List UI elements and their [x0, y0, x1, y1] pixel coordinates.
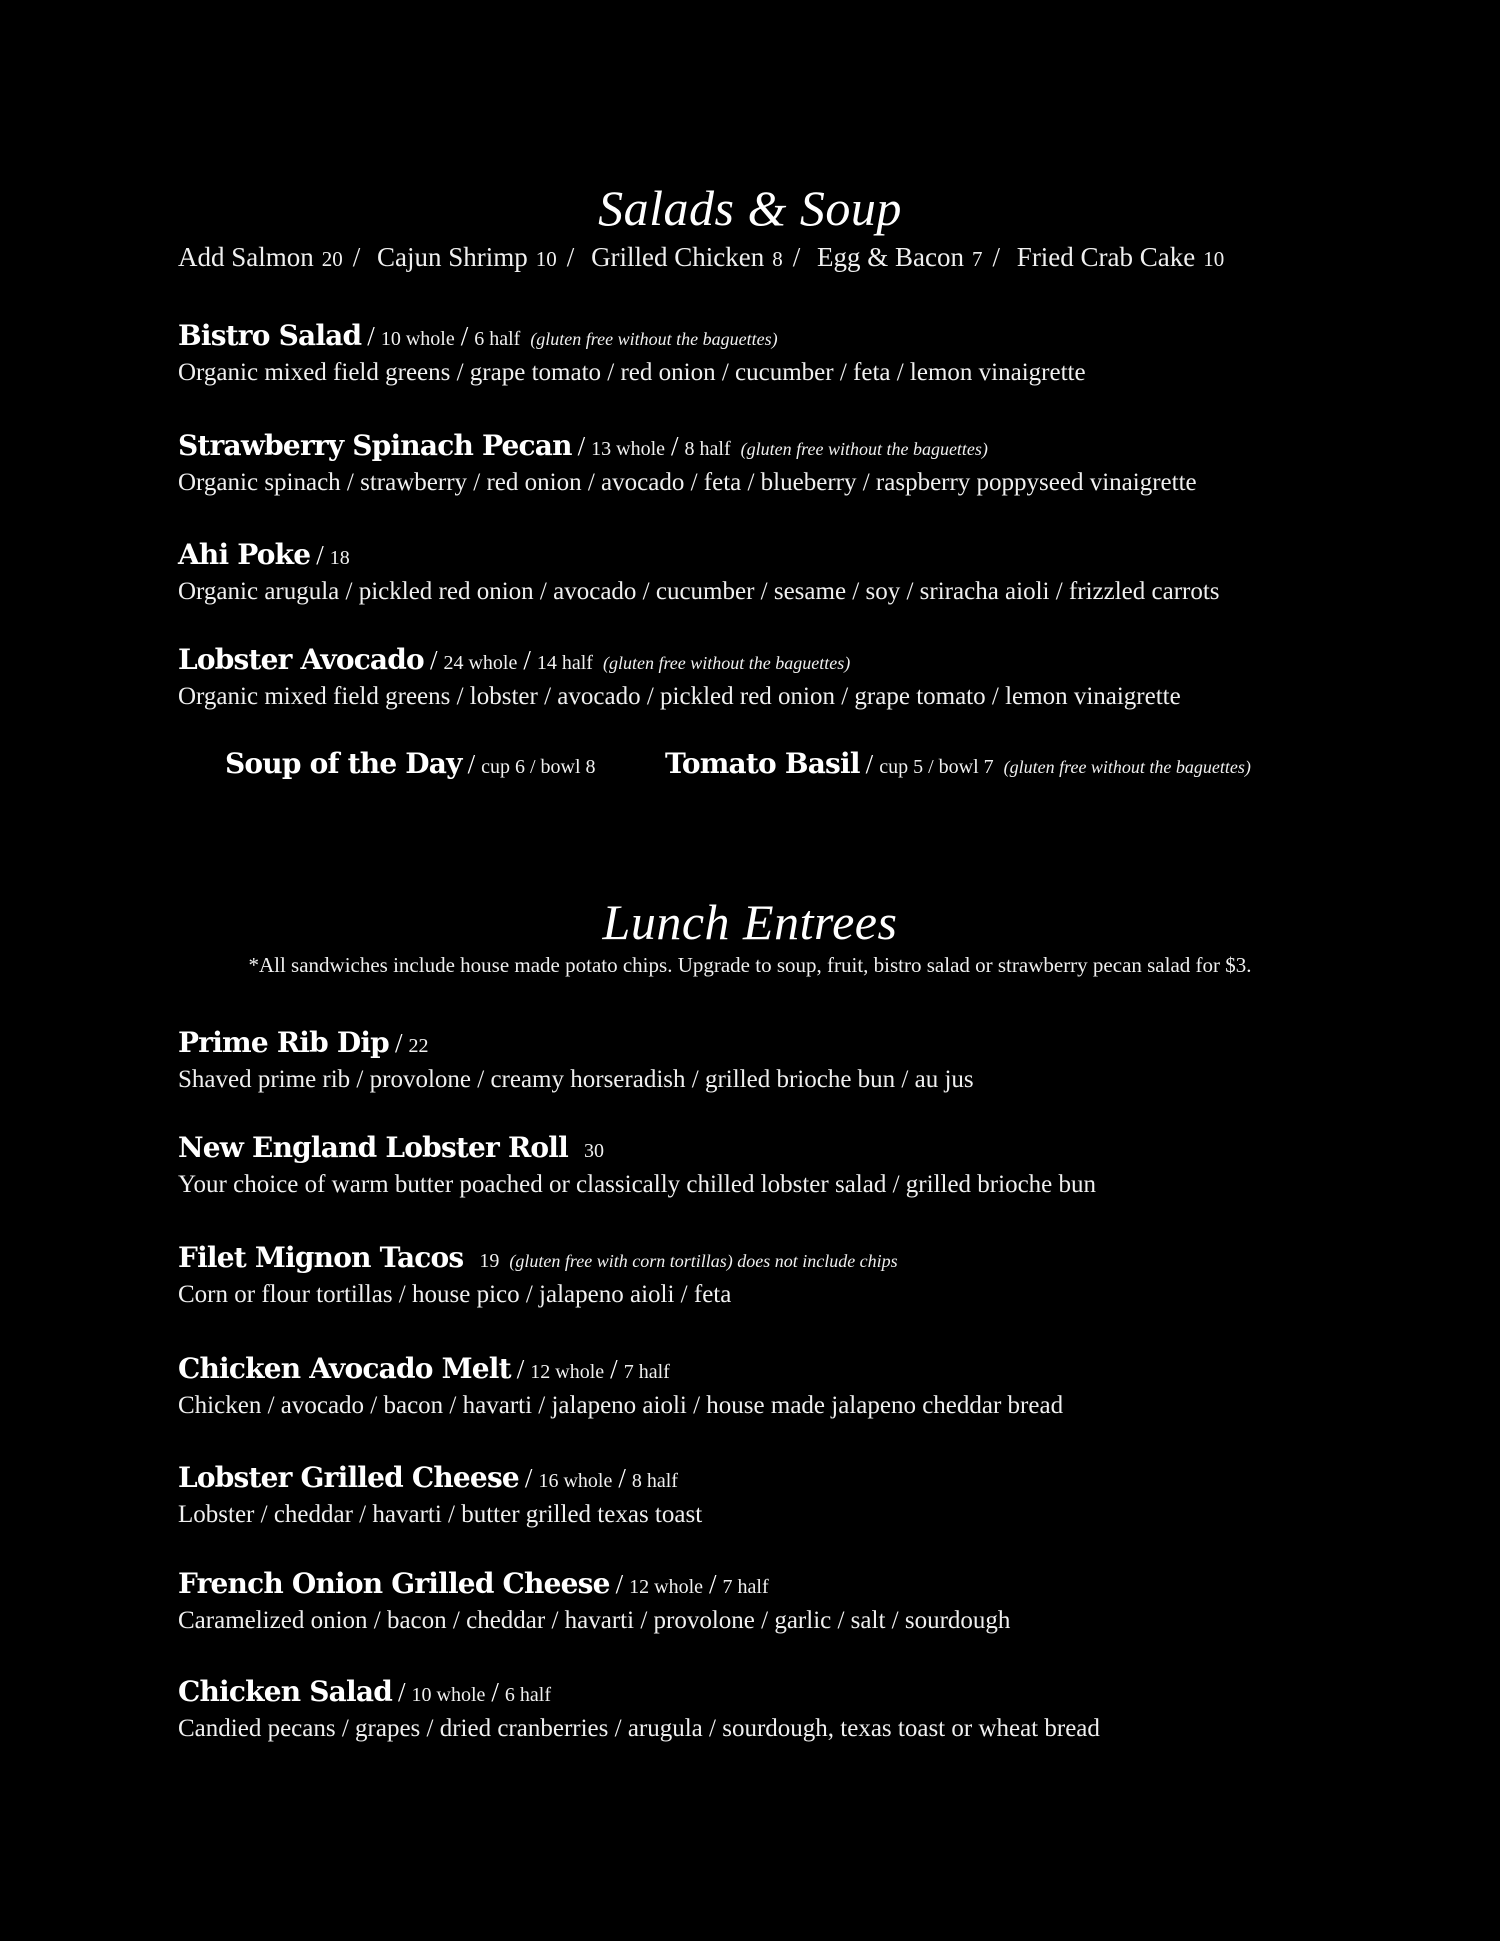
item-price-half: 8 half	[631, 1470, 678, 1492]
item-price-half: 6 half	[474, 328, 521, 350]
separator: /	[491, 1677, 499, 1707]
separator: /	[865, 749, 874, 779]
section-title-lunch-entrees: Lunch Entrees	[602, 894, 898, 950]
addon-price: 10	[1203, 247, 1225, 271]
item-name: Tomato Basil	[665, 747, 860, 780]
item-description: Caramelized onion / bacon / cheddar / havarti / provolone / garlic / salt / sourdough	[178, 1607, 1011, 1634]
menu-item-tomato-basil	[665, 744, 1251, 784]
item-description: Shaved prime rib / provolone / creamy horseradish / grilled brioche bun / au jus	[178, 1066, 974, 1093]
item-name: Strawberry Spinach Pecan	[178, 429, 572, 462]
item-price: 18	[329, 547, 350, 569]
menu-item-french-onion-grilled-cheese	[178, 1564, 1010, 1638]
menu-item-prime-rib-dip	[178, 1023, 974, 1097]
menu-item-bistro-salad	[178, 316, 1086, 390]
item-note: (gluten free without the baguettes)	[1003, 757, 1251, 777]
item-name: Ahi Poke	[178, 538, 311, 571]
item-name: French Onion Grilled Cheese	[178, 1567, 610, 1600]
item-name: Chicken Avocado Melt	[178, 1352, 511, 1385]
addon-price: 7	[972, 247, 983, 271]
separator: /	[577, 431, 586, 461]
separator: /	[467, 749, 476, 779]
addons-line	[178, 240, 1224, 276]
item-note: (gluten free without the baguettes)	[740, 439, 988, 459]
item-name: Soup of the Day	[225, 747, 462, 780]
item-price: 22	[408, 1035, 429, 1057]
addon-name: Cajun Shrimp	[377, 242, 528, 272]
item-description: Organic mixed field greens / grape tomato / red onion / cucumber / feta / lemon vinaigrette	[178, 359, 1086, 386]
item-description: Lobster / cheddar / havarti / butter grilled texas toast	[178, 1501, 703, 1528]
item-note: (gluten free without the baguettes)	[530, 329, 778, 349]
separator: /	[367, 321, 375, 351]
item-price-half: 7 half	[722, 1576, 769, 1598]
addon-separator: /	[992, 242, 1001, 272]
item-price-whole: 12 whole	[530, 1361, 605, 1383]
addon-separator: /	[792, 242, 801, 272]
separator: /	[610, 1354, 618, 1384]
separator: /	[316, 540, 324, 570]
item-description: Organic arugula / pickled red onion / avocado / cucumber / sesame / soy / sriracha aioli / frizzled carrots	[178, 578, 1220, 605]
item-description: Organic spinach / strawberry / red onion / avocado / feta / blueberry / raspberry poppyseed vinaigrette	[178, 469, 1197, 496]
separator: /	[516, 1354, 525, 1384]
menu-item-ahi-poke	[178, 535, 1220, 609]
menu-item-filet-mignon-tacos	[178, 1238, 898, 1312]
separator: /	[523, 645, 531, 675]
item-price-half: 8 half	[684, 438, 731, 460]
menu-item-chicken-salad	[178, 1672, 1100, 1746]
item-description: Your choice of warm butter poached or classically chilled lobster salad / grilled brioche bun	[178, 1171, 1097, 1198]
item-description: Candied pecans / grapes / dried cranberries / arugula / sourdough, texas toast or wheat bread	[178, 1715, 1100, 1742]
item-price-whole: 10 whole	[411, 1684, 486, 1706]
addon-name: Grilled Chicken	[591, 242, 765, 272]
item-price-half: 14 half	[536, 652, 593, 674]
addon-name: Add Salmon	[178, 242, 314, 272]
addon-price: 20	[321, 247, 343, 271]
addon-price: 10	[535, 247, 557, 271]
item-name: Lobster Grilled Cheese	[178, 1461, 519, 1494]
item-name: Lobster Avocado	[178, 643, 424, 676]
item-name: Bistro Salad	[178, 319, 362, 352]
item-price: 19	[479, 1250, 500, 1272]
section-title-salads-soup: Salads & Soup	[598, 180, 902, 236]
item-name: Prime Rib Dip	[178, 1026, 389, 1059]
addon-name: Egg & Bacon	[817, 242, 965, 272]
addon-separator: /	[566, 242, 575, 272]
item-price-half: 7 half	[623, 1361, 670, 1383]
separator: /	[709, 1569, 717, 1599]
item-price-half: 6 half	[504, 1684, 551, 1706]
item-price: 30	[583, 1140, 604, 1162]
item-note: (gluten free without the baguettes)	[602, 653, 851, 673]
addon-price: 8	[772, 247, 783, 271]
separator: /	[394, 1028, 403, 1058]
item-price-whole: 16 whole	[538, 1470, 613, 1492]
separator: /	[524, 1463, 533, 1493]
item-price-whole: 24 whole	[443, 652, 518, 674]
item-note: (gluten free with corn tortillas) does not include chips	[509, 1251, 898, 1271]
item-price-whole: 10 whole	[380, 328, 455, 350]
menu-item-new-england-lobster-roll	[178, 1128, 1096, 1202]
separator: /	[429, 645, 438, 675]
separator: /	[671, 431, 679, 461]
addon-separator: /	[352, 242, 361, 272]
item-description: Chicken / avocado / bacon / havarti / jalapeno aioli / house made jalapeno cheddar bread	[178, 1392, 1064, 1419]
separator: /	[460, 321, 469, 351]
item-description: Organic mixed field greens / lobster / avocado / pickled red onion / grape tomato / lemon vinaigrette	[178, 683, 1181, 710]
item-price: cup 6 / bowl 8	[481, 756, 596, 778]
item-price-whole: 13 whole	[591, 438, 666, 460]
separator: /	[397, 1677, 406, 1707]
menu-item-lobster-grilled-cheese	[178, 1458, 702, 1532]
item-name: Filet Mignon Tacos	[178, 1241, 464, 1274]
item-price: cup 5 / bowl 7	[879, 756, 994, 778]
item-name: Chicken Salad	[178, 1675, 392, 1708]
addon-name: Fried Crab Cake	[1016, 242, 1196, 272]
menu-item-lobster-avocado	[178, 640, 1181, 714]
menu-item-chicken-avocado-melt	[178, 1349, 1063, 1423]
menu-item-strawberry-spinach-pecan	[178, 426, 1197, 500]
separator: /	[615, 1569, 624, 1599]
item-name: New England Lobster Roll	[178, 1131, 568, 1164]
separator: /	[618, 1463, 626, 1493]
section-note: *All sandwiches include house made potato chips. Upgrade to soup, fruit, bistro salad or strawberry pecan salad for $3.	[248, 953, 1252, 977]
item-price-whole: 12 whole	[629, 1576, 704, 1598]
item-description: Corn or flour tortillas / house pico / jalapeno aioli / feta	[178, 1281, 732, 1308]
menu-item-soup-of-the-day	[225, 744, 596, 784]
